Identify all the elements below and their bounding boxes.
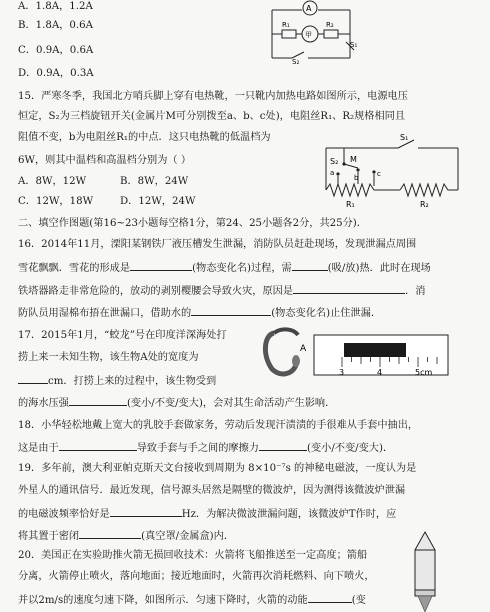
q14-circuit-diagram — [262, 0, 362, 64]
q20-line1: 20．美国正在实验助推火箭无损回收技术：火箭将飞船推送至一定高度；箭船 — [18, 550, 368, 561]
q18-line2-part1: 这是由于 — [18, 443, 59, 454]
r1-label: R₁ — [346, 200, 355, 209]
q19-line2: 外星人的通讯信号．最近发现，信号源头居然是隔壁的微波炉，因为测得该微波炉泄漏 — [18, 485, 406, 496]
answer-blank[interactable] — [18, 373, 48, 384]
answer-blank[interactable] — [293, 283, 405, 294]
q20-line2: 分离，火箭停止喷火，落向地面；接近地面时，火箭再次消耗燃料、向下喷火， — [18, 571, 375, 582]
q17-line4-part1: 的海水压强 — [18, 398, 69, 409]
q17-ruler-figure — [262, 325, 452, 385]
s1-label: S₁ — [350, 41, 358, 49]
q16-line2-part1: 雪花飘飘．雪花的形成是 — [18, 263, 131, 274]
q19-line4-part2: (真空罩/金属盒)内． — [141, 531, 235, 542]
q17-line4-part2: (变小/不变/变大)，会对其生命活动产生影响． — [126, 398, 336, 409]
q18-line2-part2: 导致手套与手之间的摩擦力 — [136, 443, 259, 454]
q20-line3-part2: (变 — [351, 595, 366, 606]
answer-blank[interactable] — [130, 260, 192, 271]
c-label: c — [377, 170, 381, 178]
q20-line3-part1: 并以2m/s的速度匀速下降，如图所示．匀速下降时，火箭的动能 — [18, 595, 308, 606]
s2-label: S₂ — [330, 157, 339, 166]
q16-line2-part3: (吸/放)热．此时在现场 — [327, 263, 431, 274]
a-label: a — [330, 169, 335, 177]
q16-line1: 16．2014年11月，溧阳某钢铁厂液压槽发生泄漏，消防队员赶赴现场，发现泄漏点周围 — [18, 239, 417, 250]
q19-line3-part1: 的电磁波频率恰好是 — [18, 509, 110, 520]
tick-label-5cm: 5cm — [415, 368, 433, 377]
q15-option-d: D．12W，24W — [120, 196, 196, 207]
q16-line3-part2: ．消 — [405, 286, 426, 297]
q14-option-d: D．0.9A，0.3A — [18, 68, 94, 79]
q18-line2 — [18, 440, 393, 455]
q16-line4 — [18, 305, 381, 320]
q17-line1: 17．2015年1月，“蛟龙”号在印度洋深海处打 — [18, 330, 227, 341]
tick-label-4: 4 — [377, 368, 383, 377]
point-a-label: A — [300, 344, 307, 354]
q19-line4-part1: 将其置于密闭 — [18, 531, 80, 542]
tick-label-3: 3 — [339, 368, 345, 377]
ammeter-label: A — [306, 4, 312, 13]
q17-line4 — [18, 395, 335, 410]
q17-line2: 捞上来一未知生物，该生物A处的宽度为 — [18, 352, 199, 363]
s2-label: S₂ — [292, 58, 300, 64]
q18-line2-part3: (变小/不变/变大)． — [307, 443, 394, 454]
q16-line2-part2: (物态变化名)过程，需 — [192, 263, 292, 274]
q15-option-b: B．8W，24W — [120, 176, 189, 187]
q17-line3-text: cm．打捞上来的过程中，该生物受到 — [48, 376, 217, 387]
creature-image — [265, 329, 300, 374]
q16-line3-part1: 铁塔器路走非常危险的，放动的剥别樱腰会导致火灾，原因是 — [18, 286, 294, 297]
q15-stem-line4: 6W，则其中温档和高温档分别为（ ） — [18, 155, 192, 166]
answer-blank[interactable] — [69, 395, 127, 406]
answer-blank[interactable] — [308, 592, 352, 603]
r2-label: R₂ — [420, 200, 429, 209]
q15-stem-line1: 15．严寒冬季，我国北方哨兵脚上穿有电热靴，一只靴内加热电路如图所示，电源电压 — [18, 91, 408, 102]
r2-label: R₂ — [326, 21, 334, 29]
rocket-figure — [408, 530, 442, 612]
q15-stem-line3: 阻值不变，b为电阻丝R₁的中点．这只电热靴的低温档为 — [18, 132, 271, 143]
q15-circuit-diagram — [318, 130, 468, 210]
q17-line3 — [18, 373, 216, 388]
q19-line1: 19．多年前，澳大利亚帕克斯天文台接收到周期为 8×10⁻⁷s 的神秘电磁波，一度认为是 — [18, 463, 417, 474]
q15-option-a: A．8W，12W — [18, 176, 87, 187]
exhaust-flame — [418, 596, 432, 612]
answer-blank[interactable] — [79, 528, 141, 539]
answer-blank[interactable] — [191, 305, 271, 316]
answer-blank[interactable] — [259, 440, 307, 451]
q19-line4 — [18, 528, 234, 543]
s1-label: S₁ — [400, 133, 409, 142]
q16-line4-part1: 防队员用湿棉布捂在泄漏口，借助水的 — [18, 308, 192, 319]
specimen-dark-region — [344, 343, 406, 357]
answer-blank[interactable] — [59, 440, 137, 451]
q14-option-b: B．1.8A，0.6A — [18, 20, 93, 31]
answer-blank[interactable] — [292, 260, 328, 271]
q15-option-c: C．12W，18W — [18, 196, 94, 207]
r1-label: R₁ — [282, 21, 290, 29]
m-label: M — [350, 155, 357, 164]
q16-line4-part2: (物态变化名)止住泄漏． — [271, 308, 382, 319]
q16-line3 — [18, 283, 425, 298]
meter-label: 甲 — [305, 31, 312, 39]
section-heading: 二、填空作图题(第16~23小题每空格1分，第24、25小题各2分，共25分)． — [18, 218, 367, 229]
q16-line2 — [18, 260, 431, 275]
q19-line3-part2: Hz．为解决微波泄漏问题，该微波炉T作时，应 — [181, 509, 397, 520]
q19-line3 — [18, 506, 396, 521]
q18-line1: 18．小华轻松地戴上宽大的乳胶手套做家务，劳动后发现汗渍渍的手很难从手套中抽出， — [18, 420, 419, 431]
q15-stem-line2: 恒定，S₂为三档旋钮开关(金属片M可分别拨至a、b、c处)，电阻丝R₁、R₂规格相同且 — [18, 111, 406, 122]
q14-option-a: A．1.8A，1.2A — [18, 1, 93, 12]
answer-blank[interactable] — [110, 506, 182, 517]
b-label: b — [354, 174, 359, 182]
q20-line3 — [18, 592, 366, 607]
q14-option-c: C．0.9A，0.6A — [18, 45, 94, 56]
